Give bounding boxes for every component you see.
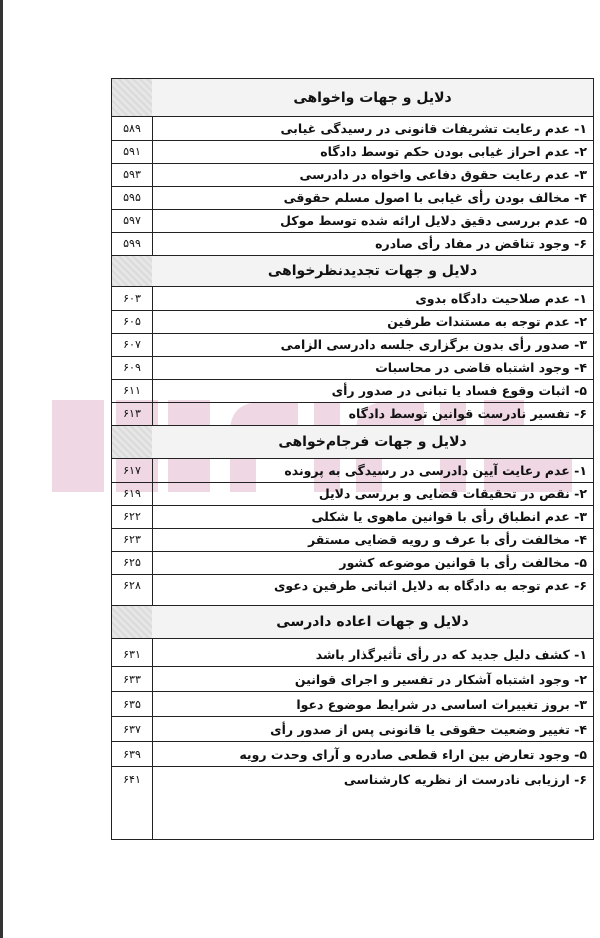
toc-row	[112, 459, 593, 483]
section-header	[112, 605, 593, 639]
page-number: ۶۱۱	[123, 384, 141, 397]
toc-entry: ۲- وجود اشتباه آشکار در تفسیر و اجرای قوانین	[294, 672, 587, 687]
section-title: دلایل و جهات فرجام‌خواهی	[152, 426, 593, 458]
page-number: ۶۱۳	[123, 407, 141, 420]
toc-row	[112, 528, 593, 552]
toc-entry: ۱- عدم رعایت تشریفات قانونی در رسیدگی غیابی	[280, 121, 587, 136]
toc-entry: ۶- وجود تناقض در مفاد رأی صادره	[375, 236, 587, 251]
toc-row	[112, 163, 593, 187]
page-edge-mark	[0, 0, 3, 938]
toc-entry: ۵- عدم بررسی دقیق دلایل ارائه شده توسط موکل	[280, 213, 587, 228]
toc-entry: ۳- صدور رأی بدون برگزاری جلسه دادرسی الزامی	[280, 337, 587, 352]
toc-entry: ۴- تغییر وضعیت حقوقی یا قانونی پس از صدور رأی	[270, 722, 587, 737]
toc-entry: ۲- نقص در تحقیقات قضایی و بررسی دلایل	[318, 486, 587, 501]
page-number: ۶۲۲	[123, 510, 141, 523]
toc-entry: ۵- مخالفت رأی با قوانین موضوعه کشور	[339, 555, 587, 570]
page-number: ۶۰۵	[123, 315, 141, 328]
toc-row	[112, 140, 593, 164]
toc-row	[112, 574, 593, 597]
toc-row	[112, 482, 593, 506]
toc-row	[112, 402, 593, 425]
page-number: ۶۴۱	[123, 773, 141, 786]
page-number: ۵۸۹	[123, 122, 141, 135]
page-number: ۶۱۷	[123, 464, 141, 477]
toc-entry: ۵- وجود تعارض بین اراء قطعی صادره و آرای وحدت رویه	[239, 747, 587, 762]
page-number: ۶۰۹	[123, 361, 141, 374]
toc-entry: ۵- اثبات وقوع فساد یا تبانی در صدور رأی	[331, 383, 587, 398]
toc-row	[112, 693, 593, 717]
page-number: ۵۹۷	[123, 214, 141, 227]
toc-row	[112, 310, 593, 334]
toc-row	[112, 718, 593, 742]
toc-entry: ۴- مخالف بودن رأی غیابی با اصول مسلم حقوقی	[283, 190, 587, 205]
toc-row	[112, 668, 593, 692]
section-header	[112, 79, 593, 117]
toc-entry: ۶- عدم توجه به دادگاه به دلایل اثباتی طرفین دعوی	[273, 578, 587, 593]
page-number: ۵۹۹	[123, 237, 141, 250]
toc-row	[112, 768, 593, 791]
page-number: ۵۹۱	[123, 145, 141, 158]
toc-entry: ۳- عدم رعایت حقوق دفاعی واخواه در دادرسی	[299, 167, 587, 182]
page-number: ۶۰۳	[123, 292, 141, 305]
page-number: ۶۲۵	[123, 556, 141, 569]
page-number: ۶۲۸	[123, 579, 141, 592]
toc-entry: ۴- وجود اشتباه قاضی در محاسبات	[375, 360, 587, 375]
toc-entry: ۱- عدم رعایت آیین دادرسی در رسیدگی به پرونده	[284, 463, 587, 478]
page-number: ۶۳۱	[123, 648, 141, 661]
section-title: دلایل و جهات تجدیدنظرخواهی	[152, 256, 593, 286]
section-header	[112, 255, 593, 287]
toc-row	[112, 505, 593, 529]
toc-entry: ۳- بروز تغییرات اساسی در شرایط موضوع دعوا	[296, 697, 587, 712]
page-number: ۶۳۹	[123, 748, 141, 761]
toc-row	[112, 232, 593, 255]
toc-entry: ۱- عدم صلاحیت دادگاه بدوی	[415, 291, 587, 306]
toc-entry: ۶- تفسیر نادرست قوانین توسط دادگاه	[348, 406, 587, 421]
page-number: ۶۳۷	[123, 723, 141, 736]
page-number: ۶۳۵	[123, 698, 141, 711]
toc-row	[112, 551, 593, 575]
toc-entry: ۳- عدم انطباق رأی با قوانین ماهوی یا شکلی	[311, 509, 587, 524]
toc-row	[112, 356, 593, 380]
page-number: ۶۳۳	[123, 673, 141, 686]
toc-entry: ۲- عدم توجه به مستندات طرفین	[387, 314, 587, 329]
section-title: دلایل و جهات اعاده دادرسی	[152, 606, 593, 638]
section-title: دلایل و جهات واخواهی	[152, 79, 593, 116]
page-number: ۶۱۹	[123, 487, 141, 500]
table-of-contents	[111, 78, 594, 840]
page-number: ۶۰۷	[123, 338, 141, 351]
toc-row	[112, 379, 593, 403]
page-number: ۵۹۵	[123, 191, 141, 204]
toc-row	[112, 743, 593, 767]
toc-row	[112, 287, 593, 311]
toc-entry: ۲- عدم احراز غیابی بودن حکم توسط دادگاه	[320, 144, 587, 159]
page-number: ۵۹۳	[123, 168, 141, 181]
toc-entry: ۱- کشف دلیل جدید که در رأی تأثیرگذار باشد	[315, 647, 587, 662]
toc-row	[112, 117, 593, 141]
toc-row	[112, 186, 593, 210]
toc-row	[112, 643, 593, 667]
page-number: ۶۲۳	[123, 533, 141, 546]
section-header	[112, 425, 593, 459]
toc-row	[112, 209, 593, 233]
toc-entry: ۶- ارزیابی نادرست از نظریه کارشناسی	[343, 772, 587, 787]
toc-row	[112, 333, 593, 357]
toc-entry: ۴- مخالفت رأی با عرف و رویه قضایی مستقر	[307, 532, 587, 547]
